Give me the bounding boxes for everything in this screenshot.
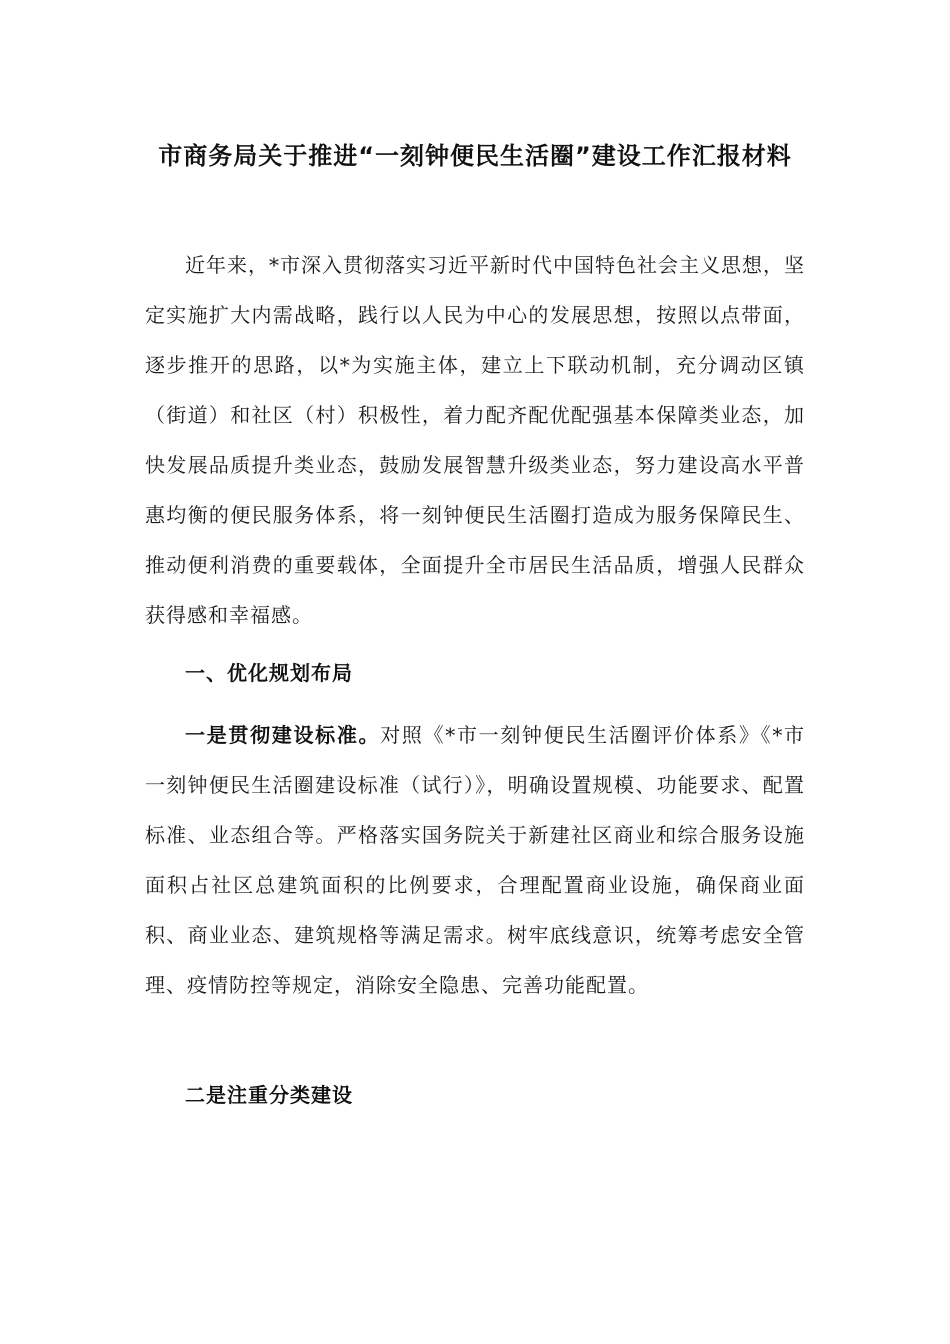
- intro-paragraph: 近年来，*市深入贯彻落实习近平新时代中国特色社会主义思想，坚定实施扩大内需战略，践行以人民为中心的发展思想，按照以点带面，逐步推开的思路，以*为实施主体，建立上下联动机制，充分调动区镇（街道）和社区（村）积极性，着力配齐配优配强基本保障类业态，加快发展品质提升类业态，鼓励发展智慧升级类业态，努力建设高水平普惠均衡的便民服务体系，将一刻钟便民生活圈打造成为服务保障民生、推动便利消费的重要载体，全面提升全市居民生活品质，增强人民群众获得感和幸福感。: [145, 253, 805, 627]
- document-title: 市商务局关于推进“一刻钟便民生活圈”建设工作汇报材料: [158, 142, 792, 170]
- subheading-classify-construction: 二是注重分类建设: [185, 1083, 353, 1107]
- standard-paragraph-lead: 一是贯彻建设标准。: [185, 723, 381, 747]
- standard-paragraph-text: 对照《*市一刻钟便民生活圈评价体系》《*市一刻钟便民生活圈建设标准（试行）》，明确设置规模、功能要求、配置标准、业态组合等。严格落实国务院关于新建社区商业和综合服务设施面积占社区总建筑面积的比例要求，合理配置商业设施，确保商业面积、商业业态、建筑规格等满足需求。树牢底线意识，统筹考虑安全管理、疫情防控等规定，消除安全隐患、完善功能配置。: [145, 723, 806, 997]
- standard-paragraph: [145, 710, 805, 1010]
- section-heading-optimize-layout: 一、优化规划布局: [185, 661, 353, 685]
